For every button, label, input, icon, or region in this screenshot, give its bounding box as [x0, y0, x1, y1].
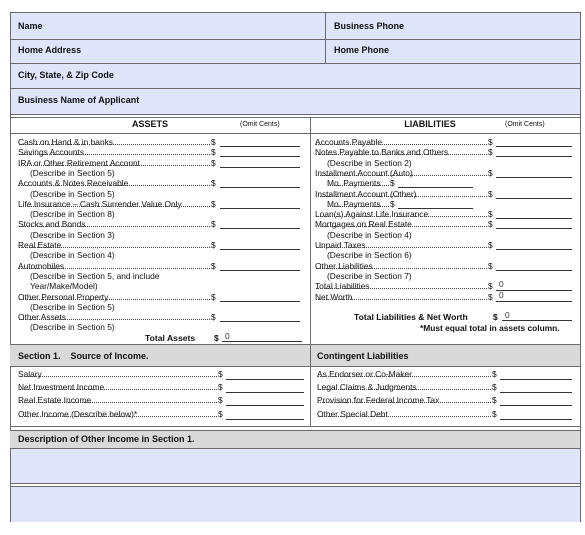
liabilities-row-input[interactable] [496, 218, 572, 219]
liabilities-leader-dots [316, 144, 487, 145]
liabilities-row-label: Accounts Payable [315, 137, 383, 147]
liabilities-row-input[interactable] [496, 290, 572, 291]
liabilities-leader-dots [316, 196, 487, 197]
assets-leader-dots [19, 268, 210, 269]
income-leader-dots [19, 376, 217, 377]
assets-omit-cents: (Omit Cents) [240, 121, 280, 128]
liabilities-row-label: (Describe in Section 2) [327, 157, 412, 168]
liabilities-row-dollar: $ [488, 209, 493, 220]
liabilities-row-input[interactable] [496, 177, 572, 178]
contingent-section-header: Contingent Liabilities [317, 351, 409, 361]
assets-row-label: Automobiles [18, 260, 65, 271]
liabilities-leader-dots [316, 216, 487, 217]
divider [10, 114, 580, 115]
liabilities-leader-dots [328, 185, 389, 186]
divider [310, 117, 311, 344]
contingent-row-input[interactable] [500, 405, 572, 406]
assets-row-label: (Describe in Section 8) [30, 209, 115, 220]
liabilities-leader-dots [316, 299, 487, 300]
liabilities-row-input[interactable] [496, 198, 572, 199]
income-leader-dots [19, 389, 217, 390]
liabilities-row-dollar: $ [488, 281, 493, 292]
assets-row-dollar: $ [211, 198, 216, 209]
liabilities-leader-dots [316, 288, 487, 289]
assets-total-value[interactable]: 0 [225, 331, 230, 341]
assets-leader-dots [19, 206, 210, 207]
liabilities-row-dollar: $ [488, 137, 493, 147]
other-income-textarea-2[interactable] [11, 486, 580, 522]
liabilities-row-dollar: $ [488, 219, 493, 230]
assets-leader-dots [19, 319, 210, 320]
liabilities-row-input[interactable] [496, 228, 572, 229]
liabilities-row-label: Installment Account (Auto) [315, 167, 413, 178]
liabilities-row-input[interactable] [496, 249, 572, 250]
income-row-input[interactable] [226, 392, 304, 393]
liabilities-row-label: Total Liabilities [315, 281, 370, 292]
assets-total-label: Total Assets [145, 333, 196, 343]
assets-leader-dots [19, 185, 210, 186]
assets-row-dollar: $ [211, 157, 216, 168]
liabilities-row-label: Mo. Payments [327, 198, 381, 209]
assets-row-input[interactable] [220, 301, 300, 302]
home-address-field[interactable]: Home Address [18, 45, 82, 55]
liabilities-input-shade [493, 135, 577, 307]
assets-row-label: (Describe in Section 5) [30, 301, 115, 312]
contingent-row-label: Provision for Federal Income Tax [317, 395, 440, 406]
assets-row-label: (Describe in Section 5) [30, 322, 115, 333]
divider [10, 39, 580, 40]
liabilities-total-line [502, 320, 572, 321]
assets-row-label: Accounts & Notes Receivable [18, 178, 129, 189]
assets-row-label: (Describe in Section 5, and include [30, 270, 160, 281]
divider [10, 486, 580, 487]
income-leader-dots [19, 416, 217, 417]
income-row-dollar: $ [218, 408, 223, 419]
liabilities-row-value[interactable]: 0 [499, 279, 504, 290]
divider [10, 344, 580, 345]
contingent-row-label: As Endorser or Co-Maker [317, 369, 412, 379]
assets-row-label: Year/Make/Model) [30, 281, 98, 292]
liabilities-row-label: Unpaid Taxes [315, 240, 366, 250]
assets-leader-dots [19, 299, 210, 300]
business-phone-field[interactable]: Business Phone [334, 21, 405, 31]
assets-row-input[interactable] [220, 249, 300, 250]
assets-leader-dots [19, 154, 210, 155]
liabilities-row-label: Net Worth [315, 291, 353, 302]
name-field[interactable]: Name [18, 21, 43, 31]
liabilities-row-dollar: $ [390, 178, 395, 189]
liabilities-row-label: Other Liabilities [315, 260, 373, 271]
contingent-row-dollar: $ [492, 382, 497, 393]
income-row-input[interactable] [226, 379, 304, 380]
assets-row-label: Real Estate [18, 240, 62, 250]
liabilities-row-dollar: $ [488, 291, 493, 302]
liabilities-row-input[interactable] [496, 270, 572, 271]
liabilities-leader-dots [316, 247, 487, 248]
assets-row-dollar: $ [211, 240, 216, 250]
contingent-leader-dots [318, 402, 491, 403]
assets-leader-dots [19, 144, 210, 145]
income-row-label: Other Income (Describe below)* [18, 408, 138, 419]
assets-row-label: IRA or Other Retirement Account [18, 157, 140, 168]
liabilities-row-label: (Describe in Section 4) [327, 229, 412, 240]
liabilities-row-input[interactable] [496, 146, 572, 147]
divider [10, 12, 580, 13]
assets-row-input[interactable] [220, 321, 300, 322]
assets-row-label: (Describe in Section 3) [30, 229, 115, 240]
assets-row-label: (Describe in Section 5) [30, 188, 115, 199]
income-section-header: Section 1. Source of Income. [18, 351, 149, 361]
liabilities-row-label: Notes Payable to Banks and Others [315, 147, 449, 158]
assets-total-line [222, 341, 302, 342]
liabilities-row-label: Mo. Payments [327, 178, 381, 189]
income-row-input[interactable] [226, 419, 304, 420]
liabilities-row-label: Mortgages on Real Estate [315, 219, 412, 230]
assets-row-label: Cash on Hand & in banks [18, 137, 113, 147]
assets-row-dollar: $ [211, 219, 216, 230]
contingent-row-label: Legal Claims & Judgments [317, 382, 417, 393]
assets-row-dollar: $ [211, 312, 216, 323]
liabilities-row-label: (Describe in Section 7) [327, 270, 412, 281]
divider [10, 483, 580, 484]
assets-total-dollar: $ [214, 333, 219, 343]
income-row-input[interactable] [226, 405, 304, 406]
assets-row-input[interactable] [220, 270, 300, 271]
liabilities-leader-dots [316, 268, 487, 269]
divider [10, 430, 580, 431]
city-state-zip-field[interactable]: City, State, & Zip Code [18, 70, 114, 80]
income-row-dollar: $ [218, 369, 223, 379]
liabilities-omit-cents: (Omit Cents) [505, 121, 545, 128]
assets-row-input[interactable] [220, 208, 300, 209]
liabilities-row-label: Installment Account (Other) [315, 188, 417, 199]
assets-row-dollar: $ [211, 291, 216, 302]
assets-header: ASSETS [131, 119, 168, 129]
contingent-leader-dots [318, 376, 491, 377]
contingent-row-input[interactable] [500, 379, 572, 380]
income-row-dollar: $ [218, 395, 223, 406]
assets-row-label: Stocks and Bonds [18, 219, 86, 230]
divider [10, 63, 580, 64]
income-row-label: Salary [18, 369, 42, 379]
assets-row-input[interactable] [220, 228, 300, 229]
assets-input-shade [216, 135, 306, 331]
liabilities-leader-dots [316, 226, 487, 227]
contingent-row-dollar: $ [492, 395, 497, 406]
home-phone-field[interactable]: Home Phone [334, 45, 390, 55]
assets-row-dollar: $ [211, 178, 216, 189]
assets-row-input[interactable] [220, 156, 300, 157]
liabilities-total-value[interactable]: 0 [505, 310, 510, 320]
liabilities-row-label: (Describe in Section 6) [327, 250, 412, 261]
liabilities-leader-dots [316, 154, 487, 155]
other-income-header: Description of Other Income in Section 1. [18, 434, 195, 444]
assets-row-label: Other Personal Property [18, 291, 109, 302]
income-row-dollar: $ [218, 382, 223, 393]
contingent-leader-dots [318, 389, 491, 390]
liabilities-row-dollar: $ [390, 198, 395, 209]
liabilities-row-dollar: $ [488, 260, 493, 271]
assets-row-input[interactable] [220, 146, 300, 147]
income-leader-dots [19, 402, 217, 403]
assets-leader-dots [19, 165, 210, 166]
liabilities-leader-dots [328, 206, 389, 207]
other-income-textarea-1[interactable] [11, 449, 580, 483]
divider [10, 88, 580, 89]
assets-row-input[interactable] [220, 187, 300, 188]
assets-leader-dots [19, 226, 210, 227]
assets-row-label: Savings Accounts [18, 147, 85, 158]
divider [580, 12, 581, 522]
liabilities-row-dollar: $ [488, 167, 493, 178]
liabilities-header: LIABILITIES [404, 119, 456, 129]
assets-row-dollar: $ [211, 137, 216, 147]
liabilities-row-dollar: $ [488, 147, 493, 158]
divider [325, 12, 326, 63]
income-input-shade [223, 367, 309, 422]
divider [10, 426, 580, 427]
contingent-row-input[interactable] [500, 392, 572, 393]
liabilities-row-input[interactable] [496, 156, 572, 157]
assets-row-dollar: $ [211, 147, 216, 158]
liabilities-row-dollar: $ [488, 240, 493, 250]
assets-row-dollar: $ [211, 260, 216, 271]
contingent-row-dollar: $ [492, 408, 497, 419]
liabilities-row-value[interactable]: 0 [499, 289, 504, 300]
contingent-input-shade [497, 367, 577, 422]
divider [10, 366, 580, 367]
liabilities-leader-dots [316, 175, 487, 176]
income-row-label: Net Investment Income [18, 382, 105, 393]
liabilities-row-dollar: $ [488, 188, 493, 199]
liabilities-total-label: Total Liabilities & Net Worth [354, 312, 468, 322]
contingent-leader-dots [318, 416, 491, 417]
assets-row-label: (Describe in Section 5) [30, 167, 115, 178]
liabilities-total-dollar: $ [493, 312, 498, 322]
contingent-row-dollar: $ [492, 369, 497, 379]
contingent-row-label: Other Special Debt [317, 408, 388, 419]
divider [10, 133, 580, 134]
assets-row-label: Other Assets [18, 312, 66, 323]
contingent-row-input[interactable] [500, 419, 572, 420]
liabilities-row-label: Loan(s) Against Life Insurance [315, 209, 429, 220]
business-name-field[interactable]: Business Name of Applicant [18, 95, 140, 105]
divider [10, 117, 580, 118]
assets-row-label: (Describe in Section 4) [30, 250, 115, 261]
assets-row-label: Life Insurance – Cash Surrender Value Only [18, 198, 182, 209]
income-row-label: Real Estate Income [18, 395, 92, 406]
liabilities-row-input[interactable] [496, 301, 572, 302]
assets-row-input[interactable] [220, 167, 300, 168]
divider [310, 344, 311, 426]
assets-leader-dots [19, 247, 210, 248]
liabilities-note: *Must equal total in assets column. [420, 323, 560, 333]
